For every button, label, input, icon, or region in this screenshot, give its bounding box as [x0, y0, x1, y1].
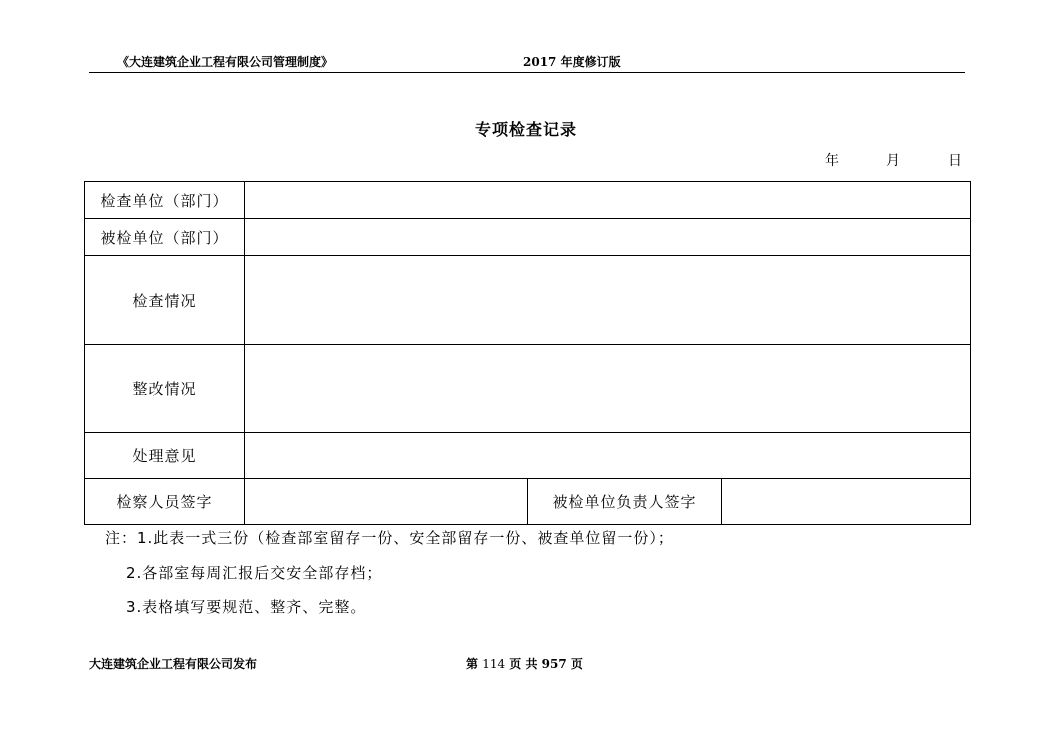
rectification-status-label: 整改情况: [85, 345, 245, 433]
date-month-label: 月: [886, 153, 900, 169]
header-company-regulation: 《大连建筑企业工程有限公司管理制度》: [117, 55, 334, 69]
page-title: 专项检查记录: [474, 120, 577, 139]
header-edition: 2017 年度修订版: [523, 55, 621, 69]
page-number: 114: [482, 657, 506, 671]
inspecting-unit-label: 检查单位（部门）: [85, 182, 245, 219]
page-prefix: 第: [466, 657, 479, 671]
header-divider: [89, 72, 965, 73]
responsible-signature-label: 被检单位负责人签字: [528, 479, 722, 525]
footer-page-info: [466, 655, 583, 672]
inspector-signature-field[interactable]: [245, 479, 528, 525]
handling-opinion-field[interactable]: [245, 433, 971, 479]
inspection-status-label: 检查情况: [85, 256, 245, 345]
handling-opinion-label: 处理意见: [85, 433, 245, 479]
page-middle: 页 共: [509, 657, 538, 671]
responsible-signature-field[interactable]: [722, 479, 971, 525]
date-year-label: 年: [825, 153, 839, 169]
inspected-unit-field[interactable]: [245, 219, 971, 256]
footer-publisher: 大连建筑企业工程有限公司发布: [89, 657, 258, 671]
rectification-status-field[interactable]: [245, 345, 971, 433]
date-day-label: 日: [948, 153, 962, 169]
page-total: 957: [541, 657, 567, 671]
note-2: 2.各部室每周汇报后交安全部存档；: [126, 564, 383, 582]
inspected-unit-label: 被检单位（部门）: [85, 219, 245, 256]
note-3: 3.表格填写要规范、整齐、完整。: [126, 598, 367, 616]
page-suffix: 页: [570, 657, 583, 671]
inspection-status-field[interactable]: [245, 256, 971, 345]
inspection-record-table: [84, 181, 971, 525]
inspecting-unit-field[interactable]: [245, 182, 971, 219]
note-1: 注：1.此表一式三份（检查部室留存一份、安全部留存一份、被查单位留一份）；: [105, 529, 674, 547]
inspector-signature-label: 检察人员签字: [85, 479, 245, 525]
